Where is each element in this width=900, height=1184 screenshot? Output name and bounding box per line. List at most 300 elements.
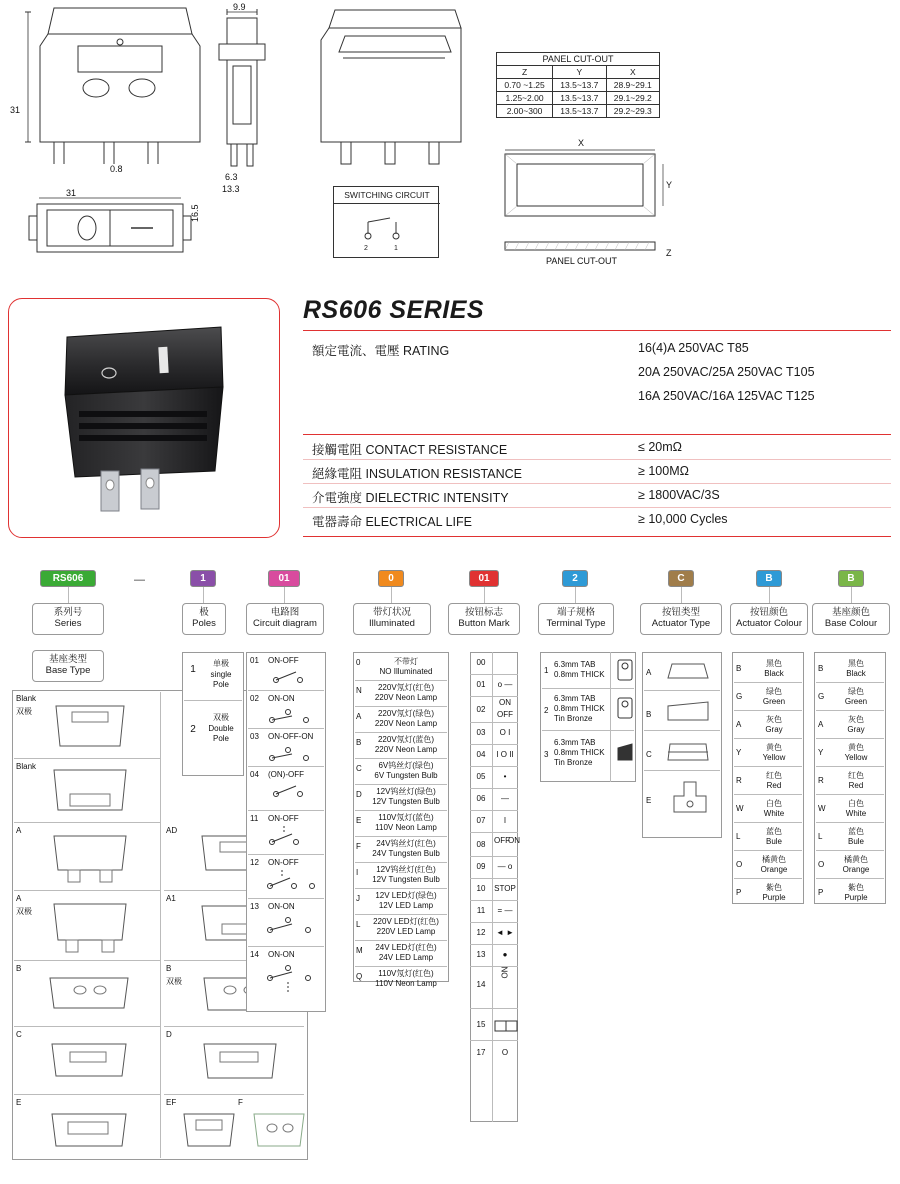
terminal-l2-3: 0.8mm THICK xyxy=(554,748,605,757)
actuator-type-A: A xyxy=(646,668,652,677)
terminal-l3-2: Tin Bronze xyxy=(554,714,593,723)
circuit-label-04: (ON)-OFF xyxy=(268,770,304,779)
actuator-colour-cn-P: 紫色 xyxy=(766,883,782,892)
poles-cn-2: 双极 xyxy=(213,713,229,722)
base-type-code: C xyxy=(16,1030,22,1039)
actuator-shape-c xyxy=(662,738,714,766)
btnmark-code-11: 11 xyxy=(476,906,486,915)
cutout-col-x: X xyxy=(606,66,659,79)
colhead-poles-cn: 极 xyxy=(199,607,209,618)
terminal-2-label: 2 xyxy=(364,245,368,252)
actuator-colour-en-Y: Yellow xyxy=(762,753,786,762)
switching-circuit-title: SWITCHING CIRCUIT xyxy=(334,187,440,204)
btnmark-code-05: 05 xyxy=(476,772,486,781)
base-colour-cn-O: 橘黄色 xyxy=(844,855,868,864)
base-colour-cn-Y: 黄色 xyxy=(848,743,864,752)
btnmark-mark-04: I O II xyxy=(496,750,514,759)
illum-en-F: 24V Tungsten Bulb xyxy=(372,849,440,858)
base-type-code: A xyxy=(16,826,22,835)
colhead-actuator-type-en: Actuator Type xyxy=(651,618,711,629)
illum-cn-M: 24V LED灯(红色) xyxy=(375,943,437,952)
circuit-label-03: ON-OFF-ON xyxy=(268,732,314,741)
colhead-circuit xyxy=(246,603,324,635)
actuator-shape-e xyxy=(664,778,716,818)
actuator-colour-code-G: G xyxy=(736,692,743,701)
base-type-sub: 双极 xyxy=(16,907,32,916)
colhead-terminal-en: Terminal Type xyxy=(546,618,606,629)
dielectric-intensity-value: ≥ 1800VAC/3S xyxy=(638,488,720,502)
illum-code-E: E xyxy=(356,816,362,825)
cell: 13.5~13.7 xyxy=(553,105,606,118)
btnmark-code-04: 04 xyxy=(476,750,486,759)
illum-code-N: N xyxy=(356,686,362,695)
btnmark-code-17: 17 xyxy=(476,1048,486,1057)
cell: 13.5~13.7 xyxy=(553,92,606,105)
table-row xyxy=(497,79,660,92)
page-title: RS606 SERIES xyxy=(303,296,485,324)
illum-code-A: A xyxy=(356,712,362,721)
divider xyxy=(303,434,891,435)
rocker-switch-illustration xyxy=(9,299,277,535)
illum-cn-J: 12V LED灯(绿色) xyxy=(375,891,437,900)
colhead-base-colour-cn: 基座颜色 xyxy=(831,607,870,618)
colhead-circuit-cn: 电路图 xyxy=(270,607,300,618)
colhead-base-colour-en: Base Colour xyxy=(824,618,878,629)
base-type-code: D xyxy=(166,1030,172,1039)
btnmark-mark-15-icon xyxy=(494,1020,518,1032)
btnmark-mark-13: ● xyxy=(502,950,508,959)
code-chip-base-colour: B xyxy=(838,570,864,587)
actuator-colour-code-O: O xyxy=(736,860,743,869)
dim-width-bottom: 31 xyxy=(66,188,77,198)
illum-en-B: 220V Neon Lamp xyxy=(374,745,438,754)
base-colour-cn-G: 绿色 xyxy=(848,687,864,696)
circuit-label-12: ON-OFF xyxy=(268,858,299,867)
base-type-cell xyxy=(14,892,160,960)
base-type-cell xyxy=(14,760,160,822)
code-chip-illuminated: 0 xyxy=(378,570,404,587)
btnmark-mark-05: • xyxy=(503,772,507,781)
actuator-colour-code-P: P xyxy=(736,888,742,897)
cutout-col-z: Z xyxy=(497,66,553,79)
circuit-code-14: 14 xyxy=(250,950,259,959)
colhead-base-colour xyxy=(812,603,890,635)
colhead-poles xyxy=(182,603,226,635)
illum-en-D: 12V Tungsten Bulb xyxy=(372,797,440,806)
terminal-icon-3 xyxy=(614,740,638,766)
panel-cutout-drawing xyxy=(495,148,675,228)
base-colour-en-A: Gray xyxy=(847,725,865,734)
terminal-l2-1: 0.8mm THICK xyxy=(554,670,605,679)
dim-side-depth-1: 6.3 xyxy=(225,172,238,182)
terminal-icon-2 xyxy=(614,696,638,722)
switching-circuit-box xyxy=(333,186,439,258)
colhead-terminal-cn: 端子规格 xyxy=(556,607,595,618)
illum-cn-N: 220V氖灯(红色) xyxy=(377,683,434,692)
illum-code-M: M xyxy=(356,946,363,955)
base-type-code: AD xyxy=(166,826,178,835)
terminal-code-3: 3 xyxy=(544,750,549,759)
actuator-colour-en-G: Green xyxy=(762,697,786,706)
actuator-colour-en-A: Gray xyxy=(765,725,783,734)
dim-side-depth-2: 13.3 xyxy=(222,184,240,194)
base-colour-en-B: Black xyxy=(846,669,866,678)
base-colour-code-L: L xyxy=(818,832,823,841)
actuator-colour-code-B: B xyxy=(736,664,742,673)
cell: 2.00~300 xyxy=(497,105,553,118)
colhead-actuator-type-cn: 按钮类型 xyxy=(661,607,700,618)
cell: 0.70 ~1.25 xyxy=(497,79,553,92)
code-chip-terminal: 2 xyxy=(562,570,588,587)
actuator-colour-cn-O: 橘黄色 xyxy=(762,855,786,864)
btnmark-mark-03: O I xyxy=(499,728,511,737)
circuit-code-02: 02 xyxy=(250,694,259,703)
actuator-colour-cn-Y: 黄色 xyxy=(766,743,782,752)
actuator-colour-cn-A: 灰色 xyxy=(766,715,782,724)
base-colour-cn-P: 紫色 xyxy=(848,883,864,892)
insulation-resistance-value: ≥ 100MΩ xyxy=(638,464,689,478)
poles-code-1: 1 xyxy=(190,664,196,675)
base-type-code: EF xyxy=(166,1098,177,1107)
switching-circuit-diagram xyxy=(334,204,438,258)
illum-code-J: J xyxy=(356,894,360,903)
colhead-illuminated xyxy=(353,603,431,635)
actuator-colour-cn-W: 白色 xyxy=(766,799,782,808)
base-type-cell xyxy=(14,692,160,758)
btnmark-mark-08-on: ON xyxy=(508,836,520,845)
terminal-l1-1: 6.3mm TAB xyxy=(554,660,596,669)
dim-side-width: 9.9 xyxy=(233,2,246,12)
btnmark-code-09: 09 xyxy=(476,862,486,871)
cell: 13.5~13.7 xyxy=(553,79,606,92)
dim-height-left: 31 xyxy=(10,105,21,115)
divider xyxy=(303,459,891,460)
illum-cn-A: 220V氖灯(绿色) xyxy=(377,709,434,718)
rating-value-2: 20A 250VAC/25A 250VAC T105 xyxy=(638,365,815,379)
illum-en-M: 24V LED Lamp xyxy=(378,953,434,962)
divider xyxy=(303,330,891,331)
base-colour-code-Y: Y xyxy=(818,748,824,757)
illum-en-E: 110V Neon Lamp xyxy=(375,823,437,832)
cell: 28.9~29.1 xyxy=(606,79,659,92)
base-type-code: F xyxy=(238,1098,243,1107)
btnmark-code-00: 00 xyxy=(476,658,486,667)
actuator-type-B: B xyxy=(646,710,652,719)
divider xyxy=(303,536,891,537)
electrical-life-value: ≥ 10,000 Cycles xyxy=(638,512,728,526)
illum-code-I: I xyxy=(356,868,359,877)
actuator-shape-a xyxy=(662,658,714,686)
actuator-colour-cn-G: 绿色 xyxy=(766,687,782,696)
illum-cn-I: 12V钨丝灯(红色) xyxy=(376,865,436,874)
dielectric-intensity-label: 介電強度 DIELECTRIC INTENSITY xyxy=(312,491,509,505)
btnmark-mark-11: = — xyxy=(497,906,513,915)
circuit-label-13: ON-ON xyxy=(268,902,295,911)
base-type-cell xyxy=(164,1096,234,1158)
illum-cn-L: 220V LED灯(红色) xyxy=(373,917,439,926)
colhead-series-en: Series xyxy=(54,618,82,629)
illum-en-L: 220V LED Lamp xyxy=(376,927,436,936)
illum-code-B: B xyxy=(356,738,362,747)
code-chip-circuit: 01 xyxy=(268,570,300,587)
illum-cn-B: 220V氖灯(蓝色) xyxy=(377,735,434,744)
btnmark-mark-07: I xyxy=(503,816,507,825)
btnmark-code-02: 02 xyxy=(476,705,486,714)
btnmark-code-13: 13 xyxy=(476,950,486,959)
actuator-colour-en-O: Orange xyxy=(760,865,788,874)
rating-value-1: 16(4)A 250VAC T85 xyxy=(638,341,749,355)
btnmark-code-01: 01 xyxy=(476,680,486,689)
poles-code-2: 2 xyxy=(190,724,196,735)
code-chip-series: RS606 xyxy=(40,570,96,587)
actuator-colour-en-L: Bule xyxy=(765,837,782,846)
electrical-life-label: 電器壽命 ELECTRICAL LIFE xyxy=(312,515,472,529)
colhead-circuit-en: Circuit diagram xyxy=(253,618,317,629)
actuator-colour-cn-B: 黑色 xyxy=(766,659,782,668)
circuit-code-11: 11 xyxy=(250,814,259,823)
front-view-drawing xyxy=(20,4,220,164)
circuit-code-03: 03 xyxy=(250,732,259,741)
illum-cn-C: 6V钨丝灯(绿色) xyxy=(378,761,434,770)
circuit-label-14: ON-ON xyxy=(268,950,295,959)
base-colour-code-O: O xyxy=(818,860,825,869)
terminal-l3-3: Tin Bronze xyxy=(554,758,593,767)
circuit-label-02: ON-ON xyxy=(268,694,295,703)
ordering-code-chart xyxy=(0,560,900,1184)
base-type-sub: 双极 xyxy=(16,707,32,716)
rating-label: 額定電流、電壓 RATING xyxy=(312,344,450,358)
illum-code-0: 0 xyxy=(356,658,361,667)
base-type-cell xyxy=(164,1028,304,1094)
table-row xyxy=(497,92,660,105)
terminal-icon-1 xyxy=(614,658,638,684)
technical-drawings xyxy=(0,0,900,280)
btnmark-code-06: 06 xyxy=(476,794,486,803)
base-type-cell xyxy=(14,962,160,1026)
base-colour-code-G: G xyxy=(818,692,825,701)
insulation-resistance-label: 絕緣電阻 INSULATION RESISTANCE xyxy=(312,467,522,481)
base-type-code: Blank xyxy=(16,694,37,703)
poles-en-2b: Pole xyxy=(212,734,229,743)
table-row xyxy=(497,105,660,118)
btnmark-mark-02-on: ON xyxy=(499,698,511,707)
illum-en-Q: 110V Neon Lamp xyxy=(375,979,437,988)
poles-en-1a: single xyxy=(210,670,232,679)
colhead-terminal xyxy=(538,603,614,635)
actuator-type-E: E xyxy=(646,796,652,805)
illum-en-0: NO Illuminated xyxy=(379,667,433,676)
btnmark-mark-08-off: OFF xyxy=(494,836,510,845)
btnmark-code-12: 12 xyxy=(476,928,486,937)
cell: 29.2~29.3 xyxy=(606,105,659,118)
actuator-colour-cn-R: 红色 xyxy=(766,771,782,780)
btnmark-mark-06: — xyxy=(501,794,509,803)
illum-code-C: C xyxy=(356,764,362,773)
btnmark-mark-01: o — xyxy=(497,680,513,689)
cutout-col-y: Y xyxy=(553,66,606,79)
panel-view-drawing xyxy=(25,196,205,266)
illum-en-I: 12V Tungsten Bulb xyxy=(372,875,440,884)
colhead-series xyxy=(32,603,104,635)
base-type-cell xyxy=(14,1096,160,1158)
base-colour-code-R: R xyxy=(818,776,824,785)
actuator-colour-code-Y: Y xyxy=(736,748,742,757)
cutout-z-label: Z xyxy=(666,248,672,258)
rear-view-drawing xyxy=(305,6,465,176)
base-type-cell xyxy=(14,1028,160,1094)
code-chip-actuator-type: C xyxy=(668,570,694,587)
panel-cutout-table xyxy=(496,52,660,118)
base-colour-en-P: Purple xyxy=(844,893,868,902)
base-type-code: B xyxy=(16,964,22,973)
circuit-label-11: ON-OFF xyxy=(268,814,299,823)
base-type-header-cn: 基座类型 xyxy=(48,654,87,665)
cell: 1.25~2.00 xyxy=(497,92,553,105)
poles-en-2a: Double xyxy=(208,724,234,733)
terminal-code-2: 2 xyxy=(544,706,549,715)
btnmark-code-07: 07 xyxy=(476,816,486,825)
base-colour-code-A: A xyxy=(818,720,824,729)
actuator-colour-en-W: White xyxy=(763,809,785,818)
btnmark-mark-02-off: OFF xyxy=(497,710,513,719)
btnmark-mark-14: ON xyxy=(500,966,510,979)
contact-resistance-label: 接觸電阻 CONTACT RESISTANCE xyxy=(312,443,508,457)
illum-code-F: F xyxy=(356,842,361,851)
colhead-button-mark-en: Button Mark xyxy=(458,618,510,629)
btnmark-mark-10: STOP xyxy=(494,884,516,893)
dim-panel-height: 16.5 xyxy=(190,204,200,222)
actuator-colour-en-P: Purple xyxy=(762,893,786,902)
illum-en-C: 6V Tungsten Bulb xyxy=(374,771,438,780)
base-type-code: E xyxy=(16,1098,22,1107)
base-type-header-en: Base Type xyxy=(45,665,91,676)
poles-cn-1: 单极 xyxy=(213,659,229,668)
base-colour-cn-B: 黑色 xyxy=(848,659,864,668)
actuator-colour-code-W: W xyxy=(736,804,744,813)
base-colour-cn-L: 蓝色 xyxy=(848,827,864,836)
illum-code-L: L xyxy=(356,920,361,929)
actuator-type-C: C xyxy=(646,750,652,759)
base-type-sub: 双极 xyxy=(166,977,182,986)
circuit-label-01: ON-OFF xyxy=(268,656,299,665)
btnmark-code-10: 10 xyxy=(476,884,486,893)
btnmark-mark-09: — o xyxy=(497,862,513,871)
circuit-code-04: 04 xyxy=(250,770,259,779)
cutout-table-title: PANEL CUT-OUT xyxy=(497,53,660,66)
btnmark-code-08: 08 xyxy=(476,840,486,849)
base-type-header xyxy=(32,650,104,682)
illum-en-J: 12V LED Lamp xyxy=(378,901,434,910)
terminal-code-1: 1 xyxy=(544,666,549,675)
btnmark-code-03: 03 xyxy=(476,728,486,737)
actuator-shape-b xyxy=(662,698,714,726)
colhead-button-mark xyxy=(448,603,520,635)
base-type-code: A1 xyxy=(166,894,176,903)
btnmark-mark-12: ◄ ► xyxy=(495,928,515,937)
base-colour-en-L: Bule xyxy=(847,837,864,846)
illum-code-D: D xyxy=(356,790,362,799)
base-colour-cn-R: 红色 xyxy=(848,771,864,780)
panel-cutout-caption: PANEL CUT-OUT xyxy=(546,256,618,266)
base-type-cell xyxy=(236,1096,306,1158)
base-colour-cn-W: 白色 xyxy=(848,799,864,808)
poles-en-1b: Pole xyxy=(212,680,229,689)
base-type-code: B xyxy=(166,964,172,973)
colhead-actuator-colour xyxy=(730,603,808,635)
circuit-code-01: 01 xyxy=(250,656,259,665)
divider xyxy=(303,483,891,484)
base-colour-code-P: P xyxy=(818,888,824,897)
illum-cn-Q: 110V氖灯(红色) xyxy=(378,969,434,978)
colhead-illuminated-en: Illuminated xyxy=(369,618,415,629)
cell: 29.1~29.2 xyxy=(606,92,659,105)
code-chip-poles: 1 xyxy=(190,570,216,587)
btnmark-code-15: 15 xyxy=(476,1020,486,1029)
illum-cn-E: 110V氖灯(蓝色) xyxy=(378,813,434,822)
base-colour-en-G: Green xyxy=(844,697,868,706)
illum-code-Q: Q xyxy=(356,972,363,981)
base-colour-en-Y: Yellow xyxy=(844,753,868,762)
terminal-l2-2: 0.8mm THICK xyxy=(554,704,605,713)
colhead-button-mark-cn: 按钮标志 xyxy=(464,607,503,618)
cutout-y-label: Y xyxy=(666,180,673,190)
colhead-actuator-colour-cn: 按钮颜色 xyxy=(749,607,788,618)
base-colour-en-O: Orange xyxy=(842,865,870,874)
colhead-series-cn: 系列号 xyxy=(53,607,83,618)
terminal-l1-2: 6.3mm TAB xyxy=(554,694,596,703)
code-chip-button-mark: 01 xyxy=(469,570,499,587)
colhead-actuator-colour-en: Actuator Colour xyxy=(735,618,802,629)
product-photo xyxy=(8,298,280,538)
illum-cn-D: 12V钨丝灯(绿色) xyxy=(376,787,436,796)
code-chip-actuator-colour: B xyxy=(756,570,782,587)
dim-pin-thickness: 0.8 xyxy=(110,164,123,174)
base-colour-code-B: B xyxy=(818,664,824,673)
illum-cn-F: 24V钨丝灯(红色) xyxy=(376,839,436,848)
actuator-colour-cn-L: 蓝色 xyxy=(766,827,782,836)
base-type-code: A xyxy=(16,894,22,903)
cutout-x-label: X xyxy=(578,138,585,148)
divider xyxy=(303,507,891,508)
actuator-colour-code-L: L xyxy=(736,832,741,841)
btnmark-code-14: 14 xyxy=(476,980,486,989)
illum-en-A: 220V Neon Lamp xyxy=(374,719,438,728)
rating-value-3: 16A 250VAC/16A 125VAC T125 xyxy=(638,389,815,403)
colhead-illuminated-cn: 带灯状况 xyxy=(372,607,411,618)
actuator-colour-code-R: R xyxy=(736,776,742,785)
actuator-colour-code-A: A xyxy=(736,720,742,729)
circuit-code-12: 12 xyxy=(250,858,259,867)
base-type-code: Blank xyxy=(16,762,37,771)
illum-en-N: 220V Neon Lamp xyxy=(374,693,438,702)
side-view-drawing xyxy=(205,4,295,179)
illum-cn-0: 不带灯 xyxy=(394,657,418,666)
code-chip-dash: — xyxy=(134,574,145,586)
terminal-l1-3: 6.3mm TAB xyxy=(554,738,596,747)
btnmark-mark-17: O xyxy=(501,1048,509,1057)
actuator-colour-en-R: Red xyxy=(766,781,782,790)
terminal-1-label: 1 xyxy=(394,245,398,252)
colhead-actuator-type xyxy=(640,603,722,635)
base-colour-cn-A: 灰色 xyxy=(848,715,864,724)
base-colour-code-W: W xyxy=(818,804,826,813)
base-type-cell xyxy=(14,824,160,890)
base-colour-en-W: White xyxy=(845,809,867,818)
colhead-poles-en: Poles xyxy=(192,618,216,629)
circuit-code-13: 13 xyxy=(250,902,259,911)
contact-resistance-value: ≤ 20mΩ xyxy=(638,440,682,454)
base-colour-en-R: Red xyxy=(848,781,864,790)
